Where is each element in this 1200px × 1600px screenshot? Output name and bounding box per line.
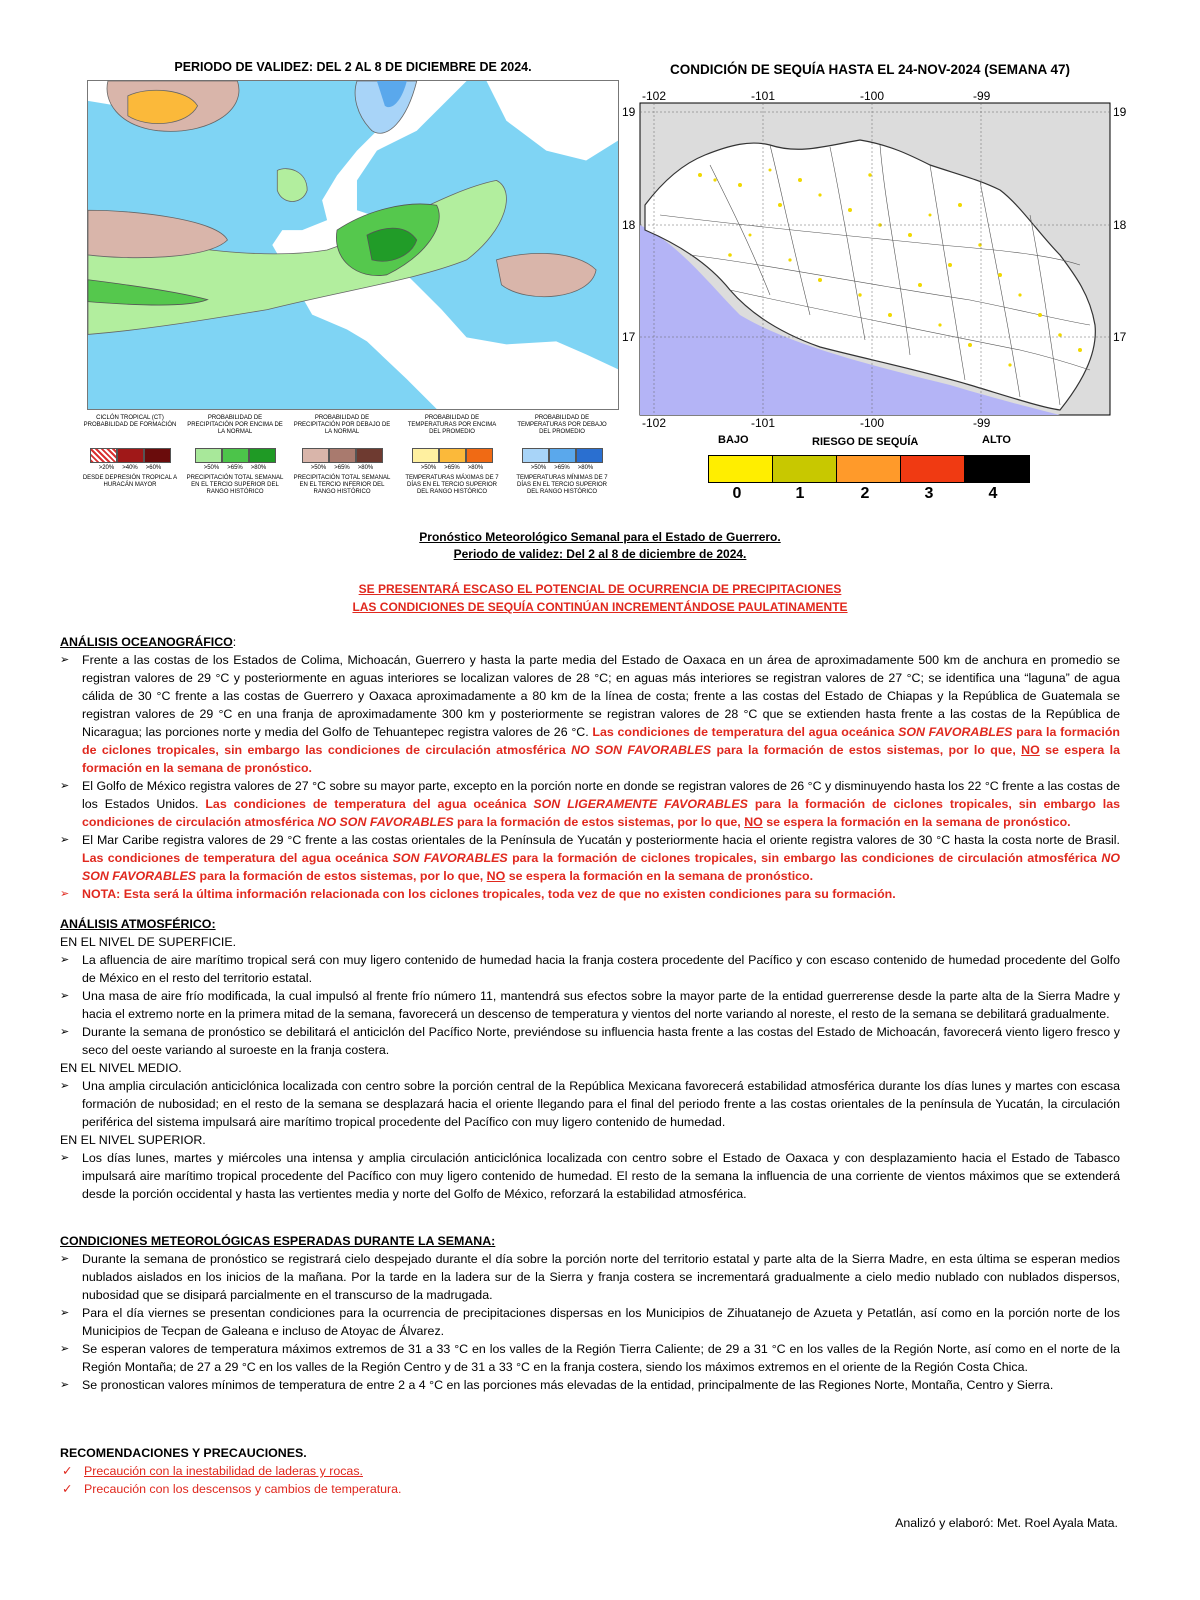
- lat-label: 17: [1113, 330, 1127, 344]
- ocean-heading: ANÁLISIS OCEANOGRÁFICO: [60, 635, 233, 649]
- legend-swatch: [117, 448, 144, 463]
- drought-scale: [708, 455, 1030, 483]
- legend-swatch: [412, 448, 439, 463]
- scale-value: 0: [732, 485, 742, 502]
- legend-swatch: [249, 448, 276, 463]
- validity-period: Periodo de validez: Del 2 al 8 de diciembre de 2024.: [453, 547, 747, 561]
- legend-swatch: [90, 448, 117, 463]
- atmos-item: ➢ Los días lunes, martes y miércoles una intensa y amplia circulación anticiclónica localizada con centro sobre el Estado de Oaxaca y con desplazamiento hacia el Estado de Tabasco impulsará aire marítimo tropical procedente del Pacífico con muy ligero contenido de humedad. El resto de la semana la influencia de una corriente de vientos máximos que se extenderá desde la porción occidental y hasta las vertientes media y norte del Golfo de México, reforzará la estabilidad atmosférica.: [60, 1149, 1120, 1203]
- recs-section: [60, 1444, 1120, 1498]
- legend-cyclone: CICLÓN TROPICAL (CT) PROBABILIDAD DE FORMACIÓN >20% >40% >60% DESDE DEPRESIÓN TROPICAL A HURACÁN MAYOR: [82, 415, 178, 488]
- lat-label: 19: [1113, 105, 1127, 119]
- legend-swatch: [195, 448, 222, 463]
- legend-swatch: [356, 448, 383, 463]
- lon-label: -99: [973, 89, 991, 103]
- lon-label: -102: [642, 416, 667, 430]
- scale-value: 1: [795, 485, 805, 502]
- legend-temp-above: PROBABILIDAD DE TEMPERATURAS POR ENCIMA DEL PROMEDIO >50% >65% >80% TEMPERATURAS MÁXIMAS DE 7 DÍAS EN EL TERCIO SUPERIOR DEL RANGO HISTÓRICO: [405, 415, 499, 495]
- legend-swatch: [549, 448, 576, 463]
- ocean-item-gulf: ➢ El Golfo de México registra valores de 27 °C sobre su mayor parte, excepto en la porción norte en donde se registran valores de 26 °C y disminuyendo hasta los 22 °C frente a las costas de los Estados Unidos. Las condiciones de temperatura del agua oceánica SON LIGERAMENTE FAVORABLES para la formación de ciclones tropicales, sin embargo las condiciones de circulación atmosférica NO SON FAVORABLES para la formación de estos sistemas, por lo que, NO se espera la formación en la semana de pronóstico.: [60, 777, 1120, 831]
- recs-heading: RECOMENDACIONES Y PRECAUCIONES.: [60, 1446, 307, 1460]
- legend-precip-below: PROBABILIDAD DE PRECIPITACIÓN POR DEBAJO DE LA NORMAL >50% >65% >80% PRECIPITACIÓN TOTAL SEMANAL EN EL TERCIO INFERIOR DEL RANGO HISTÓRICO: [293, 415, 391, 495]
- rec-item: ✓ Precaución con la inestabilidad de laderas y rocas.: [60, 1462, 1120, 1480]
- scale-value: 2: [860, 485, 870, 502]
- alert-precip: SE PRESENTARÁ ESCASO EL POTENCIAL DE OCURRENCIA DE PRECIPITACIONES: [358, 582, 842, 596]
- atmos-section: [60, 915, 1120, 1203]
- signature: Analizó y elaboró: Met. Roel Ayala Mata.: [895, 1516, 1118, 1530]
- lon-label: -100: [860, 89, 885, 103]
- lon-label: -101: [751, 89, 776, 103]
- lon-label: -100: [860, 416, 885, 430]
- scale-swatch: [709, 456, 773, 482]
- ocean-section: ANÁLISIS OCEANOGRÁFICO: ➢ Frente a las costas de los Estados de Colima, Michoacán, Guerrero y hasta la parte media del Estado de Oaxaca en un área de aproximadamente 500 km de anchura en promedio se registran valores de 29 °C y posteriormente en aguas interiores se localizan valores de 28 °C; en aguas más interiores se registran valores de 27 °C; se identifica una “laguna” de agua cálida de 30 °C frente a las costas de Guerrero y Oaxaca aproximadamente a 80 km de la línea de costa; frente a las costas del Estado de Chiapas y la República de Guatemala se registran valores de 29 °C en una franja de aproximadamente 300 km y posteriormente se registran valores de 28 °C que se extienden hasta frente a las costas de la República de Nicaragua; las porciones norte y media del Golfo de Tehuantepec registra valores de 26 °C. Las condiciones de temperatura del agua oceánica SON FAVORABLES para la formación de ciclones tropicales, sin embargo las condiciones de circulación atmosférica NO SON FAVORABLES para la formación de estos sistemas, por lo que, NO se espera la formación en la semana de pronóstico. ➢ El Golfo de México registra valores de 27 °C sobre su mayor parte, excepto en la porción norte en donde se registran valores de 26 °C y disminuyendo hasta los 22 °C frente a las costas de los Estados Unidos. Las condiciones de temperatura del agua oceánica SON LIGERAMENTE FAVORABLES para la formación de ciclones tropicales, sin embargo las condiciones de circulación atmosférica NO SON FAVORABLES para la formación de estos sistemas, por lo que, NO se espera la formación en la semana de pronóstico. ➢ El Mar Caribe registra valores de 29 °C frente a las costas orientales de la Península de Yucatán y posteriormente hacia el oriente registra valores de 30 °C hasta la costa norte de Brasil. Las condiciones de temperatura del agua oceánica SON FAVORABLES para la formación de ciclones tropicales, sin embargo las condiciones de circulación atmosférica NO SON FAVORABLES para la formación de estos sistemas, por lo que, NO se espera la formación en la semana de pronóstico. ➢ NOTA: Esta será la última información relacionada con los ciclones tropicales, toda vez de que no existen condiciones para su formación.: [60, 633, 1120, 903]
- atmos-item: ➢ Una amplia circulación anticiclónica localizada con centro sobre la porción central de la República Mexicana favorecerá estabilidad atmosférica durante los días lunes y martes con escasa formación de nubosidad; en el resto de la semana se desplazará hacia el oriente llegando para el final del periodo frente a las costas orientales de la península de Yucatán, la circulación periférica del sistema impulsará aire marítimo tropical procedente del Pacífico con muy ligero contenido de humedad.: [60, 1077, 1120, 1131]
- lat-label: 18: [622, 218, 636, 232]
- lat-label: 18: [1113, 218, 1127, 232]
- drought-map: [620, 85, 1125, 430]
- conditions-heading: CONDICIONES METEOROLÓGICAS ESPERADAS DURANTE LA SEMANA:: [60, 1234, 496, 1248]
- condition-item: ➢ Se pronostican valores mínimos de temperatura de entre 2 a 4 °C en las porciones más elevadas de la entidad, principalmente de las Regiones Norte, Montaña, Centro y Sierra.: [60, 1376, 1120, 1394]
- surface-level-label: EN EL NIVEL DE SUPERFICIE.: [60, 935, 237, 949]
- legend-swatch: [522, 448, 549, 463]
- legend-swatch: [302, 448, 329, 463]
- atmos-heading: ANÁLISIS ATMOSFÉRICO:: [60, 917, 216, 931]
- legend-swatch: [466, 448, 493, 463]
- forecast-title: Pronóstico Meteorológico Semanal para el Estado de Guerrero.: [419, 530, 781, 544]
- mid-level-label: EN EL NIVEL MEDIO.: [60, 1061, 182, 1075]
- scale-swatch: [965, 456, 1029, 482]
- lon-label: -102: [642, 89, 667, 103]
- condition-item: ➢ Para el día viernes se presentan condiciones para la ocurrencia de precipitaciones dispersas en los Municipios de Zihuatanejo de Azueta y Petatlán, así como en la porción norte de los Municipios de Tecpan de Galeana e incluso de Atoyac de Álvarez.: [60, 1304, 1120, 1340]
- condition-item: ➢ Se esperan valores de temperatura máximos extremos de 31 a 33 °C en los valles de la Región Tierra Caliente; de 29 a 31 °C en los valles de la Región Norte, así como en el norte de la Región Montaña; de 27 a 29 °C en los valles de la Región Centro y de 31 a 33 °C en la franja costera, siendo los máximos extremos en el oriente de la Región Costa Chica.: [60, 1340, 1120, 1376]
- lat-label: 19: [622, 105, 636, 119]
- legend-swatch: [144, 448, 171, 463]
- scale-swatch: [837, 456, 901, 482]
- weekly-forecast-map: [87, 80, 619, 410]
- legend-swatch: [222, 448, 249, 463]
- scale-value: 3: [924, 485, 934, 502]
- alert-drought: LAS CONDICIONES DE SEQUÍA CONTINÚAN INCREMENTÁNDOSE PAULATINAMENTE: [352, 600, 848, 614]
- scale-high-label: ALTO: [982, 434, 1011, 446]
- ocean-item-caribbean: ➢ El Mar Caribe registra valores de 29 °C frente a las costas orientales de la Península de Yucatán y posteriormente hacia el oriente registra valores de 30 °C hasta la costa norte de Brasil. Las condiciones de temperatura del agua oceánica SON FAVORABLES para la formación de ciclones tropicales, sin embargo las condiciones de circulación atmosférica NO SON FAVORABLES para la formación de estos sistemas, por lo que, NO se espera la formación en la semana de pronóstico.: [60, 831, 1120, 885]
- condition-item: ➢ Durante la semana de pronóstico se registrará cielo despejado durante el día sobre la porción norte del territorio estatal y parte alta de la Sierra Madre, en esta última se esperan medios nublados aislados en los inicios de la mañana. Por la tarde en la ladera sur de la Sierra y franja costera se incrementará gradualmente a cielo medio nublado con nublados dispersos, nubosidad que se disipará parcialmente en el transcurso de la madrugada.: [60, 1250, 1120, 1304]
- legend-swatch: [329, 448, 356, 463]
- lat-label: 17: [622, 330, 636, 344]
- legend-precip-above: PROBABILIDAD DE PRECIPITACIÓN POR ENCIMA DE LA NORMAL >50% >65% >80% PRECIPITACIÓN TOTAL SEMANAL EN EL TERCIO SUPERIOR DEL RANGO HISTÓRICO: [186, 415, 284, 495]
- scale-title: RIESGO DE SEQUÍA: [812, 436, 919, 448]
- right-map-title: CONDICIÓN DE SEQUÍA HASTA EL 24-NOV-2024 (SEMANA 47): [669, 62, 1071, 77]
- scale-value: 4: [988, 485, 998, 502]
- legend-temp-below: PROBABILIDAD DE TEMPERATURAS POR DEBAJO DEL PROMEDIO >50% >65% >80% TEMPERATURAS MÍNIMAS DE 7 DÍAS EN EL TERCIO SUPERIOR DEL RANGO HISTÓRICO: [516, 415, 608, 495]
- lon-label: -99: [973, 416, 991, 430]
- ocean-item-pacific: ➢ Frente a las costas de los Estados de Colima, Michoacán, Guerrero y hasta la parte media del Estado de Oaxaca en un área de aproximadamente 500 km de anchura en promedio se registran valores de 29 °C y posteriormente en aguas interiores se localizan valores de 28 °C; en aguas más interiores se registran valores de 27 °C; se identifica una “laguna” de agua cálida de 30 °C frente a las costas de Guerrero y Oaxaca aproximadamente a 80 km de la línea de costa; frente a las costas del Estado de Chiapas y la República de Guatemala se registran valores de 29 °C en una franja de aproximadamente 300 km y posteriormente se registran valores de 28 °C que se extienden hasta frente a las costas de la República de Nicaragua; las porciones norte y media del Golfo de Tehuantepec registra valores de 26 °C. Las condiciones de temperatura del agua oceánica SON FAVORABLES para la formación de ciclones tropicales, sin embargo las condiciones de circulación atmosférica NO SON FAVORABLES para la formación de estos sistemas, por lo que, NO se espera la formación en la semana de pronóstico.: [60, 651, 1120, 777]
- conditions-section: [60, 1232, 1120, 1394]
- scale-swatch: [773, 456, 837, 482]
- ocean-note: ➢ NOTA: Esta será la última información relacionada con los ciclones tropicales, toda vez de que no existen condiciones para su formación.: [60, 885, 1120, 903]
- upper-level-label: EN EL NIVEL SUPERIOR.: [60, 1133, 206, 1147]
- lon-label: -101: [751, 416, 776, 430]
- atmos-item: ➢ La afluencia de aire marítimo tropical será con muy ligero contenido de humedad hacia la franja costera procedente del Pacífico y con escaso contenido de humedad procedente del Golfo de México en el resto del territorio estatal.: [60, 951, 1120, 987]
- left-map-title: PERIODO DE VALIDEZ: DEL 2 AL 8 DE DICIEMBRE DE 2024.: [174, 60, 532, 74]
- atmos-item: ➢ Una masa de aire frío modificada, la cual impulsó al frente frío número 11, mantendrá sus efectos sobre la mayor parte de la entidad guerrerense desde la parte alta de la Sierra Madre y hacia el extremo norte en la primera mitad de la semana, favorecerá un descenso de temperatura y vientos del norte variando al noreste, el resto de la semana se debilitará gradualmente.: [60, 987, 1120, 1023]
- rec-item: ✓ Precaución con los descensos y cambios de temperatura.: [60, 1480, 1120, 1498]
- scale-low-label: BAJO: [718, 434, 749, 446]
- atmos-item: ➢ Durante la semana de pronóstico se debilitará el anticiclón del Pacífico Norte, previéndose su influencia hasta frente a las costas del Estado de Michoacán, favorecerá viento ligero fresco y seco del oeste variando al suroeste en la franja costera.: [60, 1023, 1120, 1059]
- scale-swatch: [901, 456, 965, 482]
- legend-swatch: [576, 448, 603, 463]
- legend-swatch: [439, 448, 466, 463]
